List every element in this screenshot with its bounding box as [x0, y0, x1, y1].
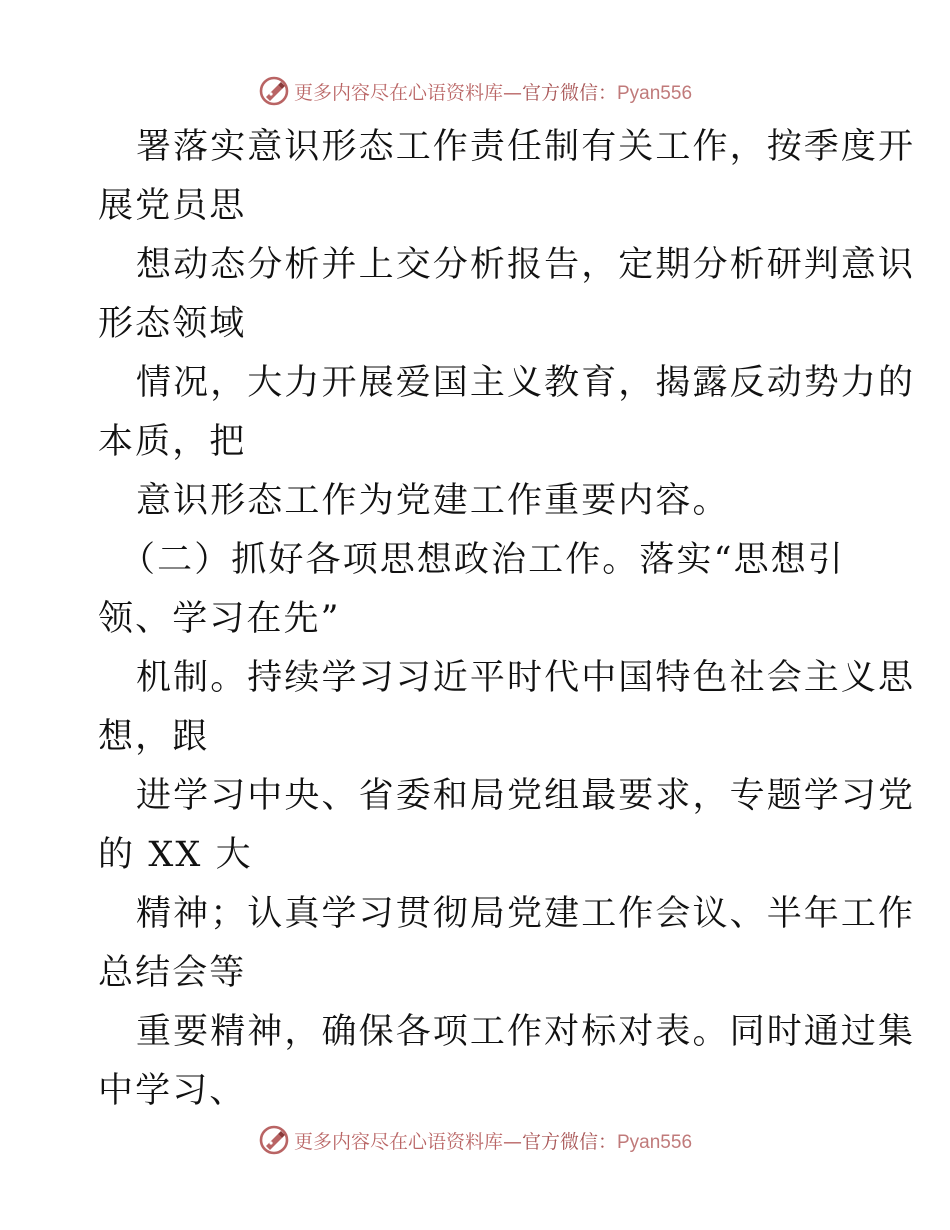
pen-nib-seal-icon [258, 75, 290, 107]
text-line: 机制。持续学习习近平时代中国特色社会主义思 [136, 658, 916, 698]
watermark-dash: — [502, 81, 522, 104]
watermark-sub: 官方微信： [521, 81, 617, 104]
watermark-main: 更多内容尽在心语资料库 [293, 1130, 503, 1153]
watermark-text [294, 78, 692, 105]
text-line: 想动态分析并上交分析报告，定期分析研判意识 [136, 245, 916, 285]
footer-watermark [0, 1120, 950, 1160]
text-line: 进学习中央、省委和局党组最要求，专题学习党 [136, 776, 916, 816]
text-line: 领、学习在先” [98, 599, 341, 639]
section-heading-line: （二）抓好各项思想政治工作。落实“思想引 [120, 540, 845, 580]
text-line: 展党员思 [98, 186, 247, 226]
watermark-main: 更多内容尽在心语资料库 [293, 81, 503, 104]
text-line: 的 XX 大 [98, 835, 253, 875]
text-line: 想，跟 [98, 717, 210, 757]
text-line: 意识形态工作为党建工作重要内容。 [136, 481, 730, 521]
text-line: 形态领域 [98, 304, 247, 344]
text-line: 情况，大力开展爱国主义教育，揭露反动势力的 [136, 363, 916, 403]
header-watermark [0, 71, 950, 111]
watermark-sub: 官方微信： [521, 1130, 617, 1153]
watermark-id: Pyan556 [617, 1131, 693, 1153]
watermark-text [294, 1127, 692, 1154]
text-line: 总结会等 [98, 953, 247, 993]
text-line: 本质，把 [98, 422, 247, 462]
text-line: 署落实意识形态工作责任制有关工作，按季度开 [136, 127, 916, 167]
document-body [98, 118, 916, 1121]
text-line: 精神；认真学习贯彻局党建工作会议、半年工作 [136, 894, 916, 934]
watermark-id: Pyan556 [617, 82, 693, 104]
watermark-dash: — [502, 1130, 522, 1153]
pen-nib-seal-icon [258, 1124, 290, 1156]
text-line: 重要精神，确保各项工作对标对表。同时通过集 [136, 1012, 916, 1052]
text-line: 中学习、 [98, 1071, 247, 1111]
